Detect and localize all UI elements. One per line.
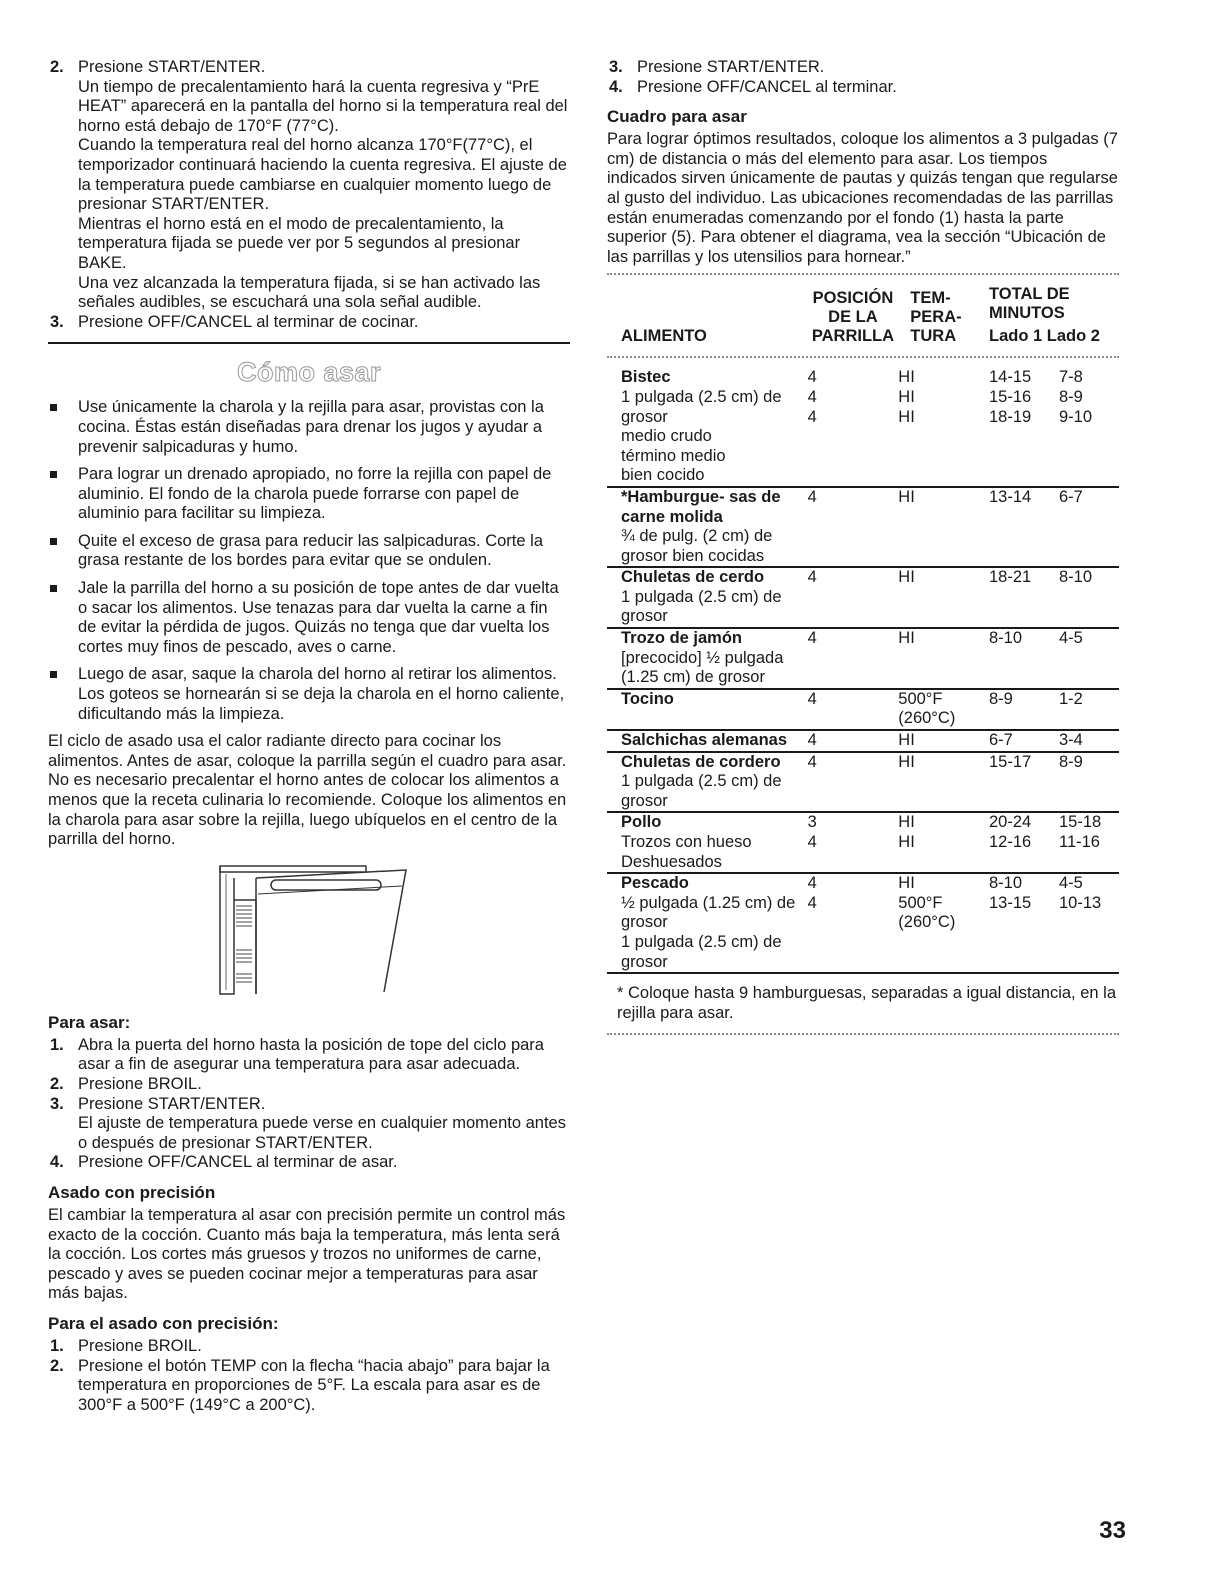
cell-value: HI bbox=[898, 407, 915, 426]
table-footnote: * Coloque hasta 9 hamburguesas, separadas a igual distancia, en la rejilla para asar. bbox=[617, 984, 1116, 1022]
step-item: 4. Presione OFF/CANCEL al terminar. bbox=[609, 77, 897, 96]
table-cell-temp bbox=[898, 812, 989, 873]
col-header-food: ALIMENTO bbox=[621, 327, 707, 346]
cell-value: 9-10 bbox=[1059, 407, 1093, 426]
section-divider bbox=[48, 342, 570, 344]
list-item: Luego de asar, saque la charola del horno al retirar los alimentos. Los goteos se hornearán si se deja la charola en el horno caliente, dificultando más la limpieza. bbox=[48, 665, 570, 724]
table-cell-food bbox=[607, 628, 808, 689]
cell-value: 4 bbox=[807, 893, 817, 912]
table-row bbox=[607, 487, 1119, 567]
cell-value: 4 bbox=[807, 487, 817, 506]
cell-value: HI bbox=[898, 629, 915, 648]
table-cell-s1 bbox=[989, 487, 1059, 567]
bullet-icon bbox=[50, 671, 57, 678]
step-detail: El ajuste de temperatura puede verse en cualquier momento antes o después de presionar START/ENTER. bbox=[78, 1114, 566, 1152]
step-detail: Una vez alcanzada la temperatura fijada, si se han activado las señales audibles, se escuchará una sola señal audible. bbox=[78, 273, 541, 312]
table-row bbox=[607, 730, 1119, 752]
cell-value: HI bbox=[898, 752, 915, 771]
cell-value: HI bbox=[898, 813, 915, 832]
list-item: Use únicamente la charola y la rejilla para asar, provistas con la cocina. Éstas están diseñadas para drenar los jugos y ayudar a prevenir salpicaduras y humo. bbox=[48, 398, 570, 457]
cell-value: Trozos con hueso bbox=[621, 833, 752, 851]
food-name: *Hamburgue- sas de carne molida bbox=[621, 487, 781, 526]
cell-value: 13-15 bbox=[988, 893, 1032, 912]
cell-value: 6-7 bbox=[1059, 487, 1083, 506]
table-cell-food bbox=[607, 368, 808, 487]
table-cell-s1 bbox=[989, 567, 1059, 628]
cell-value: ½ pulgada (1.25 cm) de grosor bbox=[621, 893, 796, 932]
table-cell-food bbox=[607, 873, 808, 973]
cell-value: 8-10 bbox=[988, 874, 1023, 893]
cell-value: 3 bbox=[807, 813, 817, 832]
bullet-icon bbox=[50, 585, 57, 592]
chart-paragraph: Para lograr óptimos resultados, coloque los alimentos a 3 pulgadas (7 cm) de distancia o más del elemento para asar. Los tiempos indicados sirven únicamente de pautas y quizás tengan que regularse al gusto del individuo. Las ubicaciones recomendadas de las parrillas están enumeradas comenzando por el fondo (1) hasta la parte superior (5). Para obtener el diagrama, vea la sección “Ubicación de las parrillas y los utensilios para hornear.” bbox=[607, 130, 1118, 266]
table-row bbox=[607, 628, 1119, 689]
cell-value: 8-10 bbox=[988, 629, 1023, 648]
cell-value: 500°F (260°C) bbox=[898, 689, 956, 728]
table-cell-food bbox=[607, 567, 808, 628]
cell-value: 14-15 bbox=[988, 368, 1032, 387]
list-item: Jale la parrilla del horno a su posición de tope antes de dar vuelta o sacar los alimentos. Use tenazas para dar vuelta la carne a fin de evitar la pérdida de jugos. Quizás no tenga que dar vuelta los cortes muy finos de pescado, aves o carne. bbox=[48, 579, 570, 657]
food-name: Pescado bbox=[621, 874, 689, 893]
step-item: 3. Presione START/ENTER. bbox=[609, 58, 825, 76]
broil-chart-table bbox=[607, 285, 1119, 974]
chart-heading: Cuadro para asar bbox=[607, 107, 747, 127]
col-header-total bbox=[989, 285, 1119, 350]
para-asar-list bbox=[48, 1036, 570, 1173]
cell-value: 4 bbox=[807, 689, 817, 708]
cell-value: 4 bbox=[807, 752, 817, 771]
cell-value: bien cocido bbox=[621, 466, 705, 485]
cell-value: 1 pulgada (2.5 cm) de grosor bbox=[621, 587, 782, 626]
food-name: Salchichas alemanas bbox=[621, 731, 788, 750]
table-cell-temp bbox=[898, 689, 989, 730]
step-detail: Cuando la temperatura real del horno alcanza 170°F(77°C), el temporizador continuará haciendo la cuenta regresiva. El ajuste de la temperatura puede cambiarse en cualquier momento luego de presionar START/ENTER. bbox=[78, 136, 567, 214]
left-column bbox=[48, 58, 570, 1415]
table-cell-s1 bbox=[989, 368, 1059, 487]
right-column bbox=[607, 58, 1119, 1045]
table-row bbox=[607, 567, 1119, 628]
table-top-rule bbox=[607, 273, 1119, 279]
list-item: Quite el exceso de grasa para reducir las salpicaduras. Corte la grasa restante de los bordes para evitar que se ondulen. bbox=[48, 532, 570, 571]
food-name: Chuletas de cordero bbox=[621, 752, 781, 771]
cell-value: ¾ de pulg. (2 cm) de grosor bien cocidas bbox=[621, 527, 773, 565]
table-row bbox=[607, 689, 1119, 730]
list-item: Para lograr un drenado apropiado, no forre la rejilla con papel de aluminio. El fondo de la charola puede forrarse con papel de aluminio para facilitar su limpieza. bbox=[48, 465, 570, 524]
cell-value: 4 bbox=[807, 833, 817, 851]
table-cell-s1 bbox=[989, 812, 1059, 873]
col-header-side2: Lado 2 bbox=[1046, 327, 1100, 346]
table-cell-temp bbox=[898, 752, 989, 813]
cell-value: medio crudo bbox=[621, 427, 712, 446]
cell-value: 8-9 bbox=[1059, 387, 1083, 406]
step-item: 2. Presione el botón TEMP con la flecha “hacia abajo” para bajar la temperatura en proporciones de 5°F. La escala para asar es de 300°F a 500°F (149°C a 200°C). bbox=[50, 1356, 550, 1414]
cell-value: 4 bbox=[807, 387, 817, 406]
table-cell-s1 bbox=[989, 873, 1059, 973]
table-cell-pos bbox=[808, 873, 899, 973]
food-name: Chuletas de cerdo bbox=[621, 568, 765, 587]
precision-steps-heading: Para el asado con precisión: bbox=[48, 1313, 279, 1333]
cell-value: 6-7 bbox=[988, 731, 1013, 750]
table-cell-s1 bbox=[989, 730, 1059, 752]
table-cell-s2 bbox=[1059, 368, 1119, 487]
table-row bbox=[607, 752, 1119, 813]
table-cell-s2 bbox=[1059, 487, 1119, 567]
food-name: Tocino bbox=[621, 689, 674, 708]
table-cell-food bbox=[607, 689, 808, 730]
cell-value: 20-24 bbox=[988, 813, 1032, 832]
table-row bbox=[607, 873, 1119, 973]
col-header-temp: TEM- PERA- TURA bbox=[910, 289, 962, 346]
step-item: 1. Abra la puerta del horno hasta la posición de tope del ciclo para asar a fin de asegurar una temperatura para asar adecuada. bbox=[50, 1035, 544, 1074]
step-item: 4. Presione OFF/CANCEL al terminar de asar. bbox=[50, 1153, 398, 1172]
cell-value: 8-10 bbox=[1059, 568, 1093, 587]
cell-value: HI bbox=[898, 874, 915, 893]
table-cell-s2 bbox=[1059, 628, 1119, 689]
step-item: 2. Presione START/ENTER. bbox=[50, 58, 266, 76]
cell-value: HI bbox=[898, 487, 915, 506]
cell-value: término medio bbox=[621, 446, 726, 465]
intro-paragraph: El ciclo de asado usa el calor radiante directo para cocinar los alimentos. Antes de asar, coloque la parrilla según el cuadro para asar. No es necesario precalentar el horno antes de colocar los alimentos a menos que la receta culinaria lo recomiende. Coloque los alimentos en la charola para asar sobre la rejilla, luego ubíquelos en el centro de la parrilla del horno. bbox=[48, 732, 567, 849]
col-header-position: POSICIÓN DE LA PARRILLA bbox=[811, 289, 895, 346]
cell-value: 12-16 bbox=[988, 833, 1032, 851]
table-cell-food bbox=[607, 812, 808, 873]
table-cell-pos bbox=[808, 487, 899, 567]
table-cell-s1 bbox=[989, 628, 1059, 689]
cell-value: 4 bbox=[807, 629, 817, 648]
step-item: 3. Presione START/ENTER. bbox=[50, 1094, 266, 1113]
tips-list bbox=[48, 398, 570, 724]
cell-value: 4 bbox=[807, 407, 817, 426]
table-cell-temp bbox=[898, 487, 989, 567]
table-cell-s1 bbox=[989, 752, 1059, 813]
precision-paragraph: El cambiar la temperatura al asar con precisión permite un control más exacto de la cocción. Cuanto más baja la temperatura, más lenta será la cocción. Los cortes más gruesos y trozos no uniformes de carne, pescado y aves se pueden cocinar mejor a temperaturas para asar más bajas. bbox=[48, 1205, 566, 1303]
cell-value: HI bbox=[898, 568, 915, 587]
table-cell-food bbox=[607, 752, 808, 813]
cell-value: 4 bbox=[807, 368, 817, 387]
col-header-total-label: TOTAL DE MINUTOS bbox=[988, 285, 1070, 323]
cell-value: 8-9 bbox=[988, 689, 1013, 708]
table-cell-pos bbox=[808, 689, 899, 730]
precision-steps-list bbox=[48, 1337, 570, 1415]
table-cell-s2 bbox=[1059, 752, 1119, 813]
cell-value: 1-2 bbox=[1059, 689, 1083, 708]
table-cell-s1 bbox=[989, 689, 1059, 730]
bullet-icon bbox=[50, 538, 57, 545]
step-item: 1. Presione BROIL. bbox=[50, 1336, 202, 1355]
table-cell-pos bbox=[808, 368, 899, 487]
table-bottom-rule bbox=[607, 1033, 1119, 1039]
cell-value: 3-4 bbox=[1059, 731, 1083, 750]
cell-value: HI bbox=[898, 387, 915, 406]
col-header-side1: Lado 1 bbox=[988, 327, 1043, 346]
cell-value: 1 pulgada (2.5 cm) de grosor bbox=[621, 932, 782, 971]
table-row bbox=[607, 368, 1119, 487]
cell-value: 18-21 bbox=[988, 568, 1032, 587]
step-detail: Un tiempo de precalentamiento hará la cuenta regresiva y “PrE HEAT” aparecerá en la pantalla del horno si la temperatura real del horno está debajo de 170°F (77°C). bbox=[78, 77, 568, 135]
cell-value: 10-13 bbox=[1059, 893, 1102, 912]
table-cell-pos bbox=[808, 752, 899, 813]
cell-value: 4-5 bbox=[1059, 874, 1083, 893]
bullet-icon bbox=[50, 471, 57, 478]
cell-value: 4 bbox=[807, 568, 817, 587]
cell-value: HI bbox=[898, 731, 915, 750]
table-header-row bbox=[607, 285, 1119, 350]
cell-value: 4 bbox=[807, 731, 817, 750]
table-cell-pos bbox=[808, 628, 899, 689]
para-asar-heading: Para asar: bbox=[48, 1012, 131, 1032]
food-name: Pollo bbox=[621, 813, 662, 832]
cell-value: 18-19 bbox=[988, 407, 1032, 426]
table-cell-food bbox=[607, 730, 808, 752]
section-title: Cómo asar bbox=[236, 357, 382, 388]
table-row bbox=[607, 812, 1119, 873]
table-cell-pos bbox=[808, 730, 899, 752]
steps-top-list bbox=[48, 58, 570, 332]
table-cell-food bbox=[607, 487, 808, 567]
cell-value: 8-9 bbox=[1059, 752, 1083, 771]
cell-value: 500°F (260°C) bbox=[898, 893, 956, 932]
header-bottom-rule bbox=[607, 356, 1119, 362]
oven-door-illustration bbox=[216, 864, 416, 998]
table-cell-temp bbox=[898, 873, 989, 973]
food-name: Bistec bbox=[621, 368, 671, 387]
step-detail: Mientras el horno está en el modo de precalentamiento, la temperatura fijada se puede ver por 5 segundos al presionar BAKE. bbox=[78, 214, 521, 272]
cell-value: 4 bbox=[807, 874, 817, 893]
cell-value: 11-16 bbox=[1059, 833, 1100, 851]
cell-value: 1 pulgada (2.5 cm) de grosor bbox=[621, 387, 782, 426]
bullet-icon bbox=[50, 404, 57, 411]
col-header-sides bbox=[989, 327, 1119, 346]
table-cell-temp bbox=[898, 628, 989, 689]
table-cell-s2 bbox=[1059, 567, 1119, 628]
cell-value: 1 pulgada (2.5 cm) de grosor bbox=[621, 772, 782, 810]
cell-value: 13-14 bbox=[988, 487, 1032, 506]
step-item: 3. Presione OFF/CANCEL al terminar de cocinar. bbox=[50, 312, 419, 331]
cell-value: 15-17 bbox=[988, 752, 1032, 771]
precision-heading: Asado con precisión bbox=[48, 1182, 216, 1202]
cell-value: 15-16 bbox=[988, 387, 1032, 406]
table-cell-pos bbox=[808, 567, 899, 628]
cell-value: Deshuesados bbox=[621, 852, 722, 871]
cell-value: 4-5 bbox=[1059, 629, 1083, 648]
food-name: Trozo de jamón bbox=[621, 629, 743, 648]
table-cell-s2 bbox=[1059, 873, 1119, 973]
table-cell-pos bbox=[808, 812, 899, 873]
table-cell-s2 bbox=[1059, 730, 1119, 752]
table-cell-s2 bbox=[1059, 812, 1119, 873]
table-cell-temp bbox=[898, 567, 989, 628]
cell-value: [precocido] ½ pulgada (1.25 cm) de grosor bbox=[621, 648, 784, 687]
cell-value: HI bbox=[898, 833, 915, 851]
cell-value: 15-18 bbox=[1059, 813, 1102, 832]
cell-value: HI bbox=[898, 368, 915, 387]
table-cell-s2 bbox=[1059, 689, 1119, 730]
cell-value: 7-8 bbox=[1059, 368, 1083, 387]
page-number: 33 bbox=[1099, 1517, 1126, 1544]
table-body bbox=[607, 368, 1119, 973]
step-item: 2. Presione BROIL. bbox=[50, 1074, 202, 1093]
table-cell-temp bbox=[898, 730, 989, 752]
table-cell-temp bbox=[898, 368, 989, 487]
